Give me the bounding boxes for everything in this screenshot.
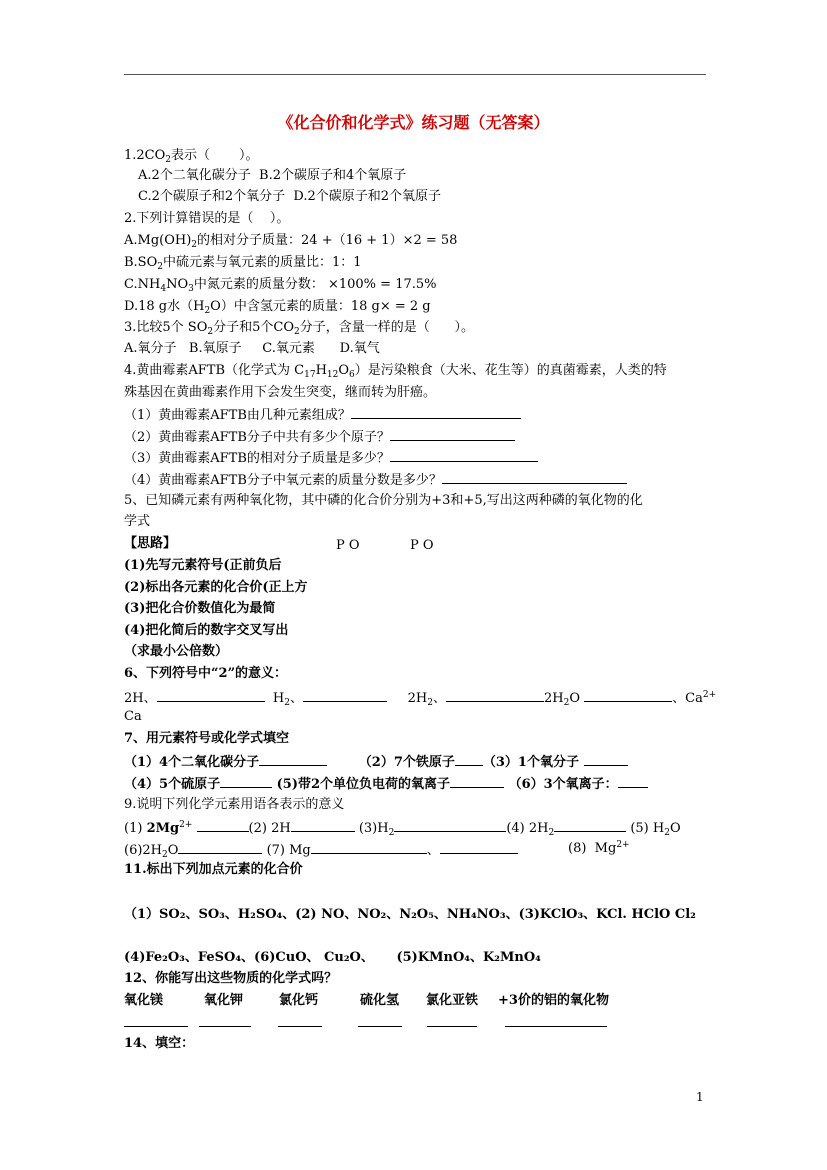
- question-5-stem-line1: 5、已知磷元素有两种氧化物，其中磷的化合价分别为+3和+5,写出这两种磷的氧化物的化: [124, 493, 643, 508]
- compound-5: 氯化亚铁: [426, 993, 479, 1008]
- question-2-option-d: D.18 g水$(H_2O)$中含氢元素的质量：18 g× = 2 g: [124, 299, 431, 316]
- question-4-stem-line1: 4.黄曲霉素AFTB（化学式为 $C_{17}H_{12}O_6$）是污染粮食（大米、花生等）的真菌霉素，人类的特: [124, 363, 667, 380]
- hint-step-1: (1)先写元素符号(正前负后: [124, 558, 282, 573]
- question-9-stem: 9.说明下列化学元素用语各表示的意义: [124, 797, 345, 812]
- formula-p-o-1: P O: [336, 538, 360, 553]
- question-5-stem-line2: 学式: [124, 514, 151, 529]
- question-14-stem: 14、填空：: [124, 1036, 195, 1051]
- question-1-stem: $1.2CO_2$表示（ ）。: [124, 148, 259, 165]
- answer-blank[interactable]: [390, 428, 515, 441]
- question-9-row-1: (1) $2Mg^{2+}$ (2) 2H $(3)H_2$ (4) $2H_2$ (5) $H_2O$: [124, 820, 681, 838]
- answer-blank[interactable]: [455, 753, 483, 766]
- hint-label: 【思路】: [124, 536, 177, 551]
- question-11-line-1: （1）SO₂、SO₃、H₂SO₄、(2) NO、NO₂、N₂O₅、NH₄NO₃、(3)KClO₃、KCl. HClO Cl₂: [124, 907, 696, 922]
- question-6-continued: Ca: [124, 709, 142, 724]
- answer-blank[interactable]: [259, 753, 327, 766]
- compound-6: +3价的铝的氧化物: [498, 993, 609, 1008]
- answer-blank[interactable]: [618, 775, 648, 788]
- hint-step-3: (3)把化合价数值化为最简: [124, 601, 276, 616]
- question-2-stem: 2.下列计算错误的是（ ）。: [124, 211, 290, 226]
- hint-step-4: (4)把化简后的数字交叉写出: [124, 623, 289, 638]
- question-1-options-ab: A.2个二氧化碳分子 B.2个碳原子和4个氧原子: [138, 168, 407, 183]
- answer-blank[interactable]: [157, 689, 265, 702]
- question-9-item-8: (8) $Mg^{2+}$: [568, 840, 630, 856]
- compound-3: 氯化钙: [279, 993, 319, 1008]
- question-4-stem-line2: 殊基因在黄曲霉素作用下会发生突变，继而转为肝癌。: [124, 385, 437, 400]
- question-2-option-b: $B.SO_2$中硫元素与氧元素的质量比：1：1: [124, 255, 362, 272]
- answer-blank[interactable]: [427, 1014, 477, 1027]
- answer-blank[interactable]: [450, 775, 504, 788]
- answer-blank[interactable]: [442, 471, 627, 484]
- compound-2: 氧化钾: [204, 993, 244, 1008]
- question-1-options-cd: C.2个碳原子和2个氧分子 D.2个碳原子和2个氧原子: [138, 189, 442, 204]
- hint-step-2: (2)标出各元素的化合价(正上方: [124, 580, 308, 595]
- question-6-stem: 6、下列符号中“2”的意义：: [124, 666, 288, 681]
- question-2-option-a: $A.Mg(OH)_2$的相对分子质量：24 +（16 + 1）×2 = 58: [124, 233, 458, 250]
- answer-blank[interactable]: [199, 1014, 251, 1027]
- answer-blank[interactable]: [351, 406, 521, 419]
- answer-blank[interactable]: [505, 1014, 607, 1027]
- answer-blank[interactable]: [303, 689, 387, 702]
- answer-blank[interactable]: [358, 1014, 402, 1027]
- compound-4: 硫化氢: [360, 993, 400, 1008]
- question-2-option-c: $C.NH_4NO_3$中氮元素的质量分数： ×100% = 17.5%: [124, 277, 437, 294]
- answer-blank[interactable]: [291, 819, 355, 832]
- answer-blank[interactable]: [440, 841, 518, 854]
- answer-blank[interactable]: [311, 841, 427, 854]
- question-6-items: 2H、 $H_2$、 $2H_2$、 $2H_2O$ 、$Ca^{2+}$: [124, 690, 717, 708]
- formula-p-o-2: P O: [410, 538, 434, 553]
- hint-step-5: （求最小公倍数）: [124, 644, 229, 659]
- answer-blank[interactable]: [178, 841, 262, 854]
- answer-blank[interactable]: [278, 1014, 322, 1027]
- question-12-stem: 12、你能写出这些物质的化学式吗？: [124, 971, 338, 986]
- question-7-row-1: （1）4个二氧化碳分子 （2）7个铁原子 （3）1个氧分子: [124, 753, 628, 771]
- compound-1: 氧化镁: [124, 993, 164, 1008]
- answer-blank[interactable]: [584, 689, 672, 702]
- question-4-sub-2: （2）黄曲霉素AFTB分子中共有多少个原子？: [124, 428, 515, 446]
- question-11-line-2: (4)Fe₂O₃、FeSO₄、(6)CuO、 Cu₂O、 (5)KMnO₄、K₂MnO₄: [124, 950, 541, 965]
- question-4-sub-4: （4）黄曲霉素AFTB分子中氧元素的质量分数是多少？: [124, 471, 627, 489]
- answer-blank[interactable]: [220, 775, 272, 788]
- answer-blank[interactable]: [197, 819, 249, 832]
- answer-blank[interactable]: [390, 449, 538, 462]
- answer-blank[interactable]: [124, 1014, 188, 1027]
- question-11-stem: 11.标出下列加点元素的化合价: [124, 862, 303, 877]
- question-3-options: A.氧分子 B.氧原子 C.氧元素 D.氧气: [124, 341, 380, 356]
- question-7-stem: 7、用元素符号或化学式填空: [124, 731, 290, 746]
- answer-blank[interactable]: [554, 819, 626, 832]
- page-title: 《化合价和化学式》练习题（无答案）: [277, 113, 550, 132]
- header-rule: [124, 74, 706, 75]
- question-7-row-2: （4）5个硫原子 (5)带2个单位负电荷的氧离子 （6）3个氧离子：: [124, 775, 648, 793]
- answer-blank[interactable]: [446, 689, 544, 702]
- answer-blank[interactable]: [584, 753, 628, 766]
- page-number: 1: [696, 1090, 704, 1104]
- question-4-sub-1: （1）黄曲霉素AFTB由几种元素组成？: [124, 406, 521, 424]
- question-3-stem: 3.比较5个 $SO_2$分子和5个$CO_2$分子，含量一样的是（ ）。: [124, 320, 475, 337]
- question-4-sub-3: （3）黄曲霉素AFTB的相对分子质量是多少？: [124, 449, 538, 467]
- question-9-row-2: $(6)2H_2O$ (7) Mg 、: [124, 841, 518, 859]
- answer-blank[interactable]: [394, 819, 506, 832]
